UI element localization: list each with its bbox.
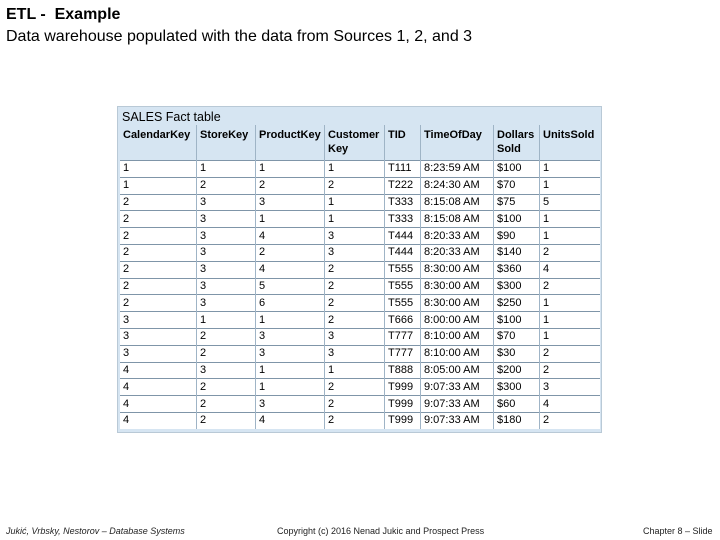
cell-timeofday: 8:20:33 AM bbox=[421, 228, 494, 245]
cell-unitssold: 1 bbox=[540, 228, 601, 245]
cell-calendarkey: 3 bbox=[120, 345, 197, 362]
cell-customerkey: 2 bbox=[325, 177, 385, 194]
sales-fact-table-figure bbox=[117, 106, 602, 433]
cell-storekey: 2 bbox=[197, 177, 256, 194]
cell-productkey: 1 bbox=[256, 161, 325, 178]
cell-unitssold: 3 bbox=[540, 379, 601, 396]
cell-calendarkey: 1 bbox=[120, 177, 197, 194]
cell-tid: T999 bbox=[385, 412, 421, 428]
cell-unitssold: 5 bbox=[540, 194, 601, 211]
table-header-row bbox=[120, 125, 600, 161]
table-row bbox=[120, 261, 600, 278]
cell-dollarssold: $140 bbox=[494, 244, 540, 261]
cell-productkey: 4 bbox=[256, 261, 325, 278]
table-row bbox=[120, 396, 600, 413]
cell-productkey: 3 bbox=[256, 194, 325, 211]
table-row bbox=[120, 244, 600, 261]
slide-title: ETL - Example bbox=[6, 6, 121, 23]
cell-customerkey: 3 bbox=[325, 328, 385, 345]
cell-tid: T999 bbox=[385, 379, 421, 396]
cell-tid: T999 bbox=[385, 396, 421, 413]
cell-dollarssold: $30 bbox=[494, 345, 540, 362]
cell-calendarkey: 4 bbox=[120, 379, 197, 396]
cell-tid: T333 bbox=[385, 211, 421, 228]
cell-productkey: 4 bbox=[256, 412, 325, 428]
cell-tid: T333 bbox=[385, 194, 421, 211]
cell-storekey: 3 bbox=[197, 244, 256, 261]
table-row bbox=[120, 228, 600, 245]
cell-storekey: 2 bbox=[197, 412, 256, 428]
column-header-productkey: ProductKey bbox=[256, 125, 325, 161]
column-header-tid: TID bbox=[385, 125, 421, 161]
cell-dollarssold: $60 bbox=[494, 396, 540, 413]
cell-unitssold: 4 bbox=[540, 261, 601, 278]
table-row bbox=[120, 379, 600, 396]
cell-calendarkey: 2 bbox=[120, 228, 197, 245]
table-row bbox=[120, 295, 600, 312]
cell-storekey: 3 bbox=[197, 278, 256, 295]
cell-timeofday: 8:23:59 AM bbox=[421, 161, 494, 178]
cell-storekey: 2 bbox=[197, 328, 256, 345]
table-row bbox=[120, 362, 600, 379]
cell-timeofday: 8:15:08 AM bbox=[421, 211, 494, 228]
cell-dollarssold: $180 bbox=[494, 412, 540, 428]
cell-tid: T444 bbox=[385, 228, 421, 245]
table-row bbox=[120, 211, 600, 228]
cell-dollarssold: $100 bbox=[494, 211, 540, 228]
cell-productkey: 3 bbox=[256, 396, 325, 413]
cell-dollarssold: $100 bbox=[494, 312, 540, 329]
cell-unitssold: 1 bbox=[540, 161, 601, 178]
cell-customerkey: 2 bbox=[325, 396, 385, 413]
cell-storekey: 3 bbox=[197, 261, 256, 278]
cell-productkey: 1 bbox=[256, 362, 325, 379]
footer-slide-number: Chapter 8 – Slide bbox=[643, 526, 713, 536]
cell-productkey: 2 bbox=[256, 177, 325, 194]
cell-tid: T777 bbox=[385, 328, 421, 345]
cell-storekey: 2 bbox=[197, 379, 256, 396]
cell-dollarssold: $360 bbox=[494, 261, 540, 278]
cell-productkey: 2 bbox=[256, 244, 325, 261]
cell-unitssold: 4 bbox=[540, 396, 601, 413]
cell-customerkey: 2 bbox=[325, 379, 385, 396]
cell-calendarkey: 2 bbox=[120, 211, 197, 228]
footer-copyright: Copyright (c) 2016 Nenad Jukic and Prospect Press bbox=[277, 526, 485, 536]
cell-timeofday: 9:07:33 AM bbox=[421, 379, 494, 396]
cell-tid: T222 bbox=[385, 177, 421, 194]
cell-dollarssold: $100 bbox=[494, 161, 540, 178]
cell-timeofday: 8:10:00 AM bbox=[421, 328, 494, 345]
cell-customerkey: 2 bbox=[325, 295, 385, 312]
cell-productkey: 3 bbox=[256, 345, 325, 362]
cell-unitssold: 1 bbox=[540, 211, 601, 228]
footer-authors: Jukić, Vrbsky, Nestorov – Database Systems bbox=[6, 526, 185, 536]
cell-calendarkey: 2 bbox=[120, 278, 197, 295]
cell-calendarkey: 2 bbox=[120, 261, 197, 278]
cell-unitssold: 2 bbox=[540, 345, 601, 362]
cell-calendarkey: 4 bbox=[120, 362, 197, 379]
cell-dollarssold: $75 bbox=[494, 194, 540, 211]
table-row bbox=[120, 328, 600, 345]
cell-unitssold: 1 bbox=[540, 328, 601, 345]
cell-unitssold: 2 bbox=[540, 244, 601, 261]
cell-dollarssold: $70 bbox=[494, 177, 540, 194]
cell-unitssold: 2 bbox=[540, 412, 601, 428]
cell-calendarkey: 2 bbox=[120, 295, 197, 312]
cell-dollarssold: $300 bbox=[494, 379, 540, 396]
column-header-timeofday: TimeOfDay bbox=[421, 125, 494, 161]
table-row bbox=[120, 177, 600, 194]
cell-dollarssold: $90 bbox=[494, 228, 540, 245]
cell-storekey: 3 bbox=[197, 211, 256, 228]
cell-dollarssold: $300 bbox=[494, 278, 540, 295]
table-row bbox=[120, 278, 600, 295]
column-header-customerkey: Customer Key bbox=[325, 125, 385, 161]
cell-customerkey: 2 bbox=[325, 312, 385, 329]
cell-dollarssold: $70 bbox=[494, 328, 540, 345]
cell-storekey: 1 bbox=[197, 161, 256, 178]
cell-productkey: 3 bbox=[256, 328, 325, 345]
sales-fact-table bbox=[120, 125, 600, 429]
cell-tid: T777 bbox=[385, 345, 421, 362]
cell-timeofday: 9:07:33 AM bbox=[421, 412, 494, 428]
cell-timeofday: 8:30:00 AM bbox=[421, 278, 494, 295]
cell-customerkey: 1 bbox=[325, 194, 385, 211]
cell-productkey: 1 bbox=[256, 211, 325, 228]
cell-storekey: 3 bbox=[197, 295, 256, 312]
cell-customerkey: 3 bbox=[325, 228, 385, 245]
cell-calendarkey: 4 bbox=[120, 412, 197, 428]
table-caption: SALES Fact table bbox=[122, 110, 221, 124]
cell-productkey: 4 bbox=[256, 228, 325, 245]
cell-timeofday: 8:24:30 AM bbox=[421, 177, 494, 194]
cell-productkey: 6 bbox=[256, 295, 325, 312]
cell-tid: T666 bbox=[385, 312, 421, 329]
cell-customerkey: 2 bbox=[325, 278, 385, 295]
cell-timeofday: 8:20:33 AM bbox=[421, 244, 494, 261]
cell-customerkey: 2 bbox=[325, 412, 385, 428]
cell-storekey: 3 bbox=[197, 362, 256, 379]
cell-customerkey: 1 bbox=[325, 161, 385, 178]
cell-storekey: 3 bbox=[197, 228, 256, 245]
cell-tid: T555 bbox=[385, 278, 421, 295]
slide-subtitle: Data warehouse populated with the data from Sources 1, 2, and 3 bbox=[6, 28, 473, 45]
cell-storekey: 2 bbox=[197, 345, 256, 362]
cell-calendarkey: 3 bbox=[120, 328, 197, 345]
cell-calendarkey: 4 bbox=[120, 396, 197, 413]
cell-timeofday: 8:30:00 AM bbox=[421, 295, 494, 312]
column-header-unitssold: UnitsSold bbox=[540, 125, 601, 161]
cell-timeofday: 8:00:00 AM bbox=[421, 312, 494, 329]
table-body bbox=[120, 161, 600, 429]
cell-dollarssold: $200 bbox=[494, 362, 540, 379]
cell-customerkey: 3 bbox=[325, 244, 385, 261]
cell-calendarkey: 1 bbox=[120, 161, 197, 178]
cell-unitssold: 1 bbox=[540, 312, 601, 329]
cell-calendarkey: 3 bbox=[120, 312, 197, 329]
cell-calendarkey: 2 bbox=[120, 194, 197, 211]
cell-timeofday: 8:30:00 AM bbox=[421, 261, 494, 278]
cell-productkey: 1 bbox=[256, 379, 325, 396]
cell-unitssold: 1 bbox=[540, 177, 601, 194]
table-row bbox=[120, 194, 600, 211]
cell-unitssold: 1 bbox=[540, 295, 601, 312]
cell-customerkey: 1 bbox=[325, 211, 385, 228]
cell-tid: T555 bbox=[385, 295, 421, 312]
cell-customerkey: 3 bbox=[325, 345, 385, 362]
cell-storekey: 1 bbox=[197, 312, 256, 329]
cell-storekey: 3 bbox=[197, 194, 256, 211]
cell-tid: T111 bbox=[385, 161, 421, 178]
cell-tid: T444 bbox=[385, 244, 421, 261]
column-header-calendarkey: CalendarKey bbox=[120, 125, 197, 161]
cell-unitssold: 2 bbox=[540, 278, 601, 295]
table-row bbox=[120, 345, 600, 362]
cell-productkey: 5 bbox=[256, 278, 325, 295]
cell-timeofday: 8:05:00 AM bbox=[421, 362, 494, 379]
cell-timeofday: 8:15:08 AM bbox=[421, 194, 494, 211]
cell-customerkey: 2 bbox=[325, 261, 385, 278]
cell-storekey: 2 bbox=[197, 396, 256, 413]
table-row bbox=[120, 161, 600, 178]
cell-timeofday: 8:10:00 AM bbox=[421, 345, 494, 362]
cell-dollarssold: $250 bbox=[494, 295, 540, 312]
cell-calendarkey: 2 bbox=[120, 244, 197, 261]
table-row bbox=[120, 312, 600, 329]
cell-unitssold: 2 bbox=[540, 362, 601, 379]
column-header-dollarssold: Dollars Sold bbox=[494, 125, 540, 161]
cell-timeofday: 9:07:33 AM bbox=[421, 396, 494, 413]
cell-tid: T888 bbox=[385, 362, 421, 379]
cell-customerkey: 1 bbox=[325, 362, 385, 379]
column-header-storekey: StoreKey bbox=[197, 125, 256, 161]
cell-tid: T555 bbox=[385, 261, 421, 278]
cell-productkey: 1 bbox=[256, 312, 325, 329]
table-row bbox=[120, 412, 600, 428]
